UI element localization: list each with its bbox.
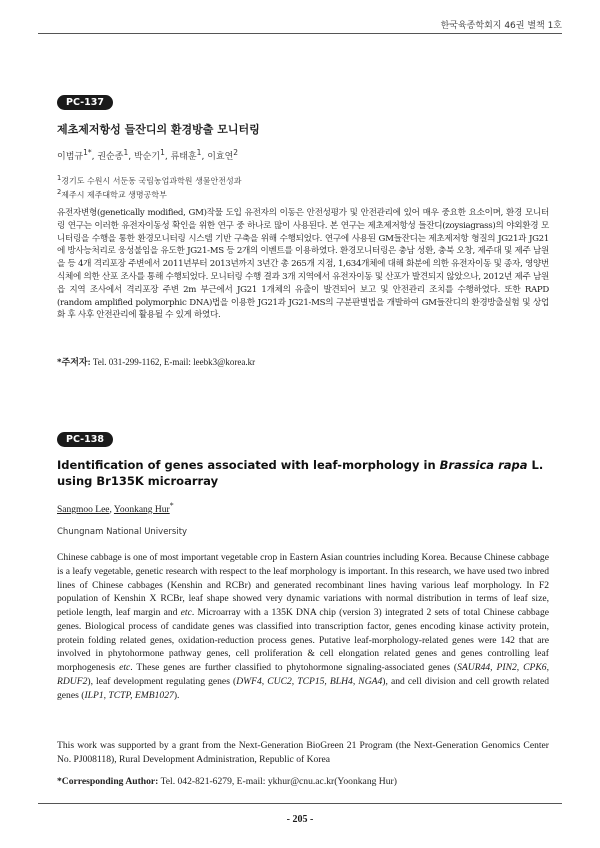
pc138-authors xyxy=(57,501,549,515)
pc138-funding: This work was supported by a grant from the Next-Generation BioGreen 21 Program (the Next-Generation Genomics Center No. PJ008118), Rural Development Administration, Republic of Korea xyxy=(57,740,549,765)
title-text: Identification of genes associated with leaf-morphology in xyxy=(57,458,440,472)
pc138-abstract xyxy=(57,551,549,702)
affiliation-text: 경기도 수원시 서둔동 국립농업과학원 생물안전성과 xyxy=(61,176,242,186)
corr-text: Tel. 042-821-6279, E-mail: ykhur@cnu.ac.kr(Yoonkang Hur) xyxy=(158,776,397,787)
pc137-abstract: 유전자변형(genetically modified, GM)작물 도입 유전자의 이동은 안전성평가 및 안전관리에 있어 매우 중요한 요소이며, 환경 모니터링 연구는 이러한 유전자이동성 확인을 위한 연구 중 하나로 많이 사용된다. 본 연구는 제초제저항성 들잔디(zoysiagrass)의 야외환경 모니터링을 수행을 통한 환경모니터링 시스템 기반 구축을 위해 수행되었다. 연구에 사용된 GM들잔디는 제초제저항 형질의 JG21과 JG21에 방사능처리로 웅성불임을 유도한 JG21-MS 등 2개의 이벤트를 이용하였다. 환경모니터링은 충남 성환, 충북 오창, 제주대 및 제주 남원을 등 4개 격리포장 주변에서 2011년부터 2013년까지 3년간 총 265개 지점, 1,634개체에 대해 화분에 의한 유전자이동 및 종자, 영양번식체에 의한 산포 조사를 통해 수행되었다. 모니터링 수행 결과 3개 지역에서 유전자이동 및 산포가 발견되지 않았으나, 2012년 제주 남원읍 지역 조사에서 격리포장 주변 2m 부근에서 JG21 1개체의 유출이 발견되어 보고 및 안전관리 조치를 수행하였다. 또한 RAPD (random amplified polymorphic DNA)법을 이용한 JG21과 JG21-MS의 구분판별법을 개발하여 GM들잔디의 환경방출실험 및 상업화 후 사후 안전관리에 활용될 수 있게 하였다. xyxy=(57,208,549,321)
pc137-badge: PC-137 xyxy=(57,95,113,110)
author-name: 이효연 xyxy=(207,152,234,162)
author-sup: 2 xyxy=(233,148,239,157)
author-name: 박순기 xyxy=(133,152,161,162)
author-name: 류태훈 xyxy=(170,152,197,162)
author-sup: 1* xyxy=(83,148,92,157)
pc137-authors: 이범규$^{1*}$, 권순종$^1$, 박순기$^1$, 류태훈$^1$, 이효연$^2$ xyxy=(57,148,239,162)
title-species: Brassica rapa xyxy=(439,458,528,472)
corr-text: Tel. 031-299-1162, E-mail: leebk3@korea.kr xyxy=(92,357,256,367)
abstract-italic: etc xyxy=(180,607,192,618)
pc138-badge: PC-138 xyxy=(57,432,113,447)
author-name: 권순종 xyxy=(97,152,124,162)
author-sup: 1 xyxy=(196,148,202,157)
gene-list: ILP1, TCTP, EMB1027 xyxy=(84,689,174,701)
gene-list: SAUR44, PIN2, CPK6, RDUF2 xyxy=(57,662,549,687)
abstract-text: . These genes are further classified to phytohormone signaling-associated genes ( xyxy=(130,662,458,673)
corr-label: *Corresponding Author: xyxy=(57,776,159,787)
abstract-text: Chinese cabbage is one of most important vegetable crop in Eastern Asian countries including Korea. Because Chinese cabbage is a leafy vegetable, genetic research with respect to the leaf morphology is important. In this research, we have used two inbred lines of Chinese cabbages (Kenshin and RCBr) and generated recombinant lines having various leaf morphology. In F2 population of Kenshin X RCBr, leaf shape showed very dynamic variations with normal distribution in terms of leaf size, petiole length, leaf margin and xyxy=(57,552,549,618)
author-name: 이범규 xyxy=(57,152,84,162)
title-text: L. using Br135K microarray xyxy=(57,458,544,488)
affiliation-line xyxy=(57,173,549,187)
running-header: 한국육종학회지 46권 별책 1호 xyxy=(440,21,562,31)
corr-label: *주저자: xyxy=(57,357,91,367)
gene-list: DWF4, CUC2, TCP15, BLH4, NGA4 xyxy=(236,675,383,687)
affiliation-sup: 2 xyxy=(57,187,62,196)
abstract-italic: etc xyxy=(119,662,131,673)
abstract-text: ). xyxy=(173,689,180,701)
author-sup: 1 xyxy=(123,148,129,157)
pc138-title xyxy=(57,457,549,489)
author-sup: * xyxy=(169,501,174,510)
header-rule xyxy=(38,33,562,34)
pc138-correspondence xyxy=(57,776,549,787)
affiliation-text: 제주시 제주대학교 생명공학부 xyxy=(61,190,167,200)
author-name: Sangmoo Lee xyxy=(57,505,110,516)
page-number: - 205 - xyxy=(286,814,314,825)
affiliation-line xyxy=(57,187,549,201)
pc137-correspondence xyxy=(57,355,549,368)
author-name: Yoonkang Hur xyxy=(113,505,170,516)
pc137-title: 제초제저항성 들잔디의 환경방출 모니터링 xyxy=(57,123,260,136)
author-separator: , xyxy=(109,505,114,516)
author-sup: 1 xyxy=(160,148,165,157)
abstract-text: . Microarray with a 135K DNA chip (version 3) integrated 2 sets of total Chinese cabbage genes. Biological process of candidate genes was classified into transcription factor, genes encoding kinase activity protein, protein folding related genes, oxidation-reduction process genes. Putative leaf-morphology-related genes were 142 that are involved in phytohormone pathway genes, cell proliferation & cell elongation related genes and genes controlling leaf morphogenesis xyxy=(57,607,549,673)
abstract-text: ), leaf development regulating genes ( xyxy=(87,675,237,687)
affiliation-sup: 1 xyxy=(57,174,62,182)
footer-rule xyxy=(38,803,562,804)
pc137-affiliations xyxy=(57,173,549,200)
abstract-text: ), and cell division and cell growth related genes ( xyxy=(57,675,549,701)
pc138-affiliation: Chungnam National University xyxy=(57,527,188,537)
